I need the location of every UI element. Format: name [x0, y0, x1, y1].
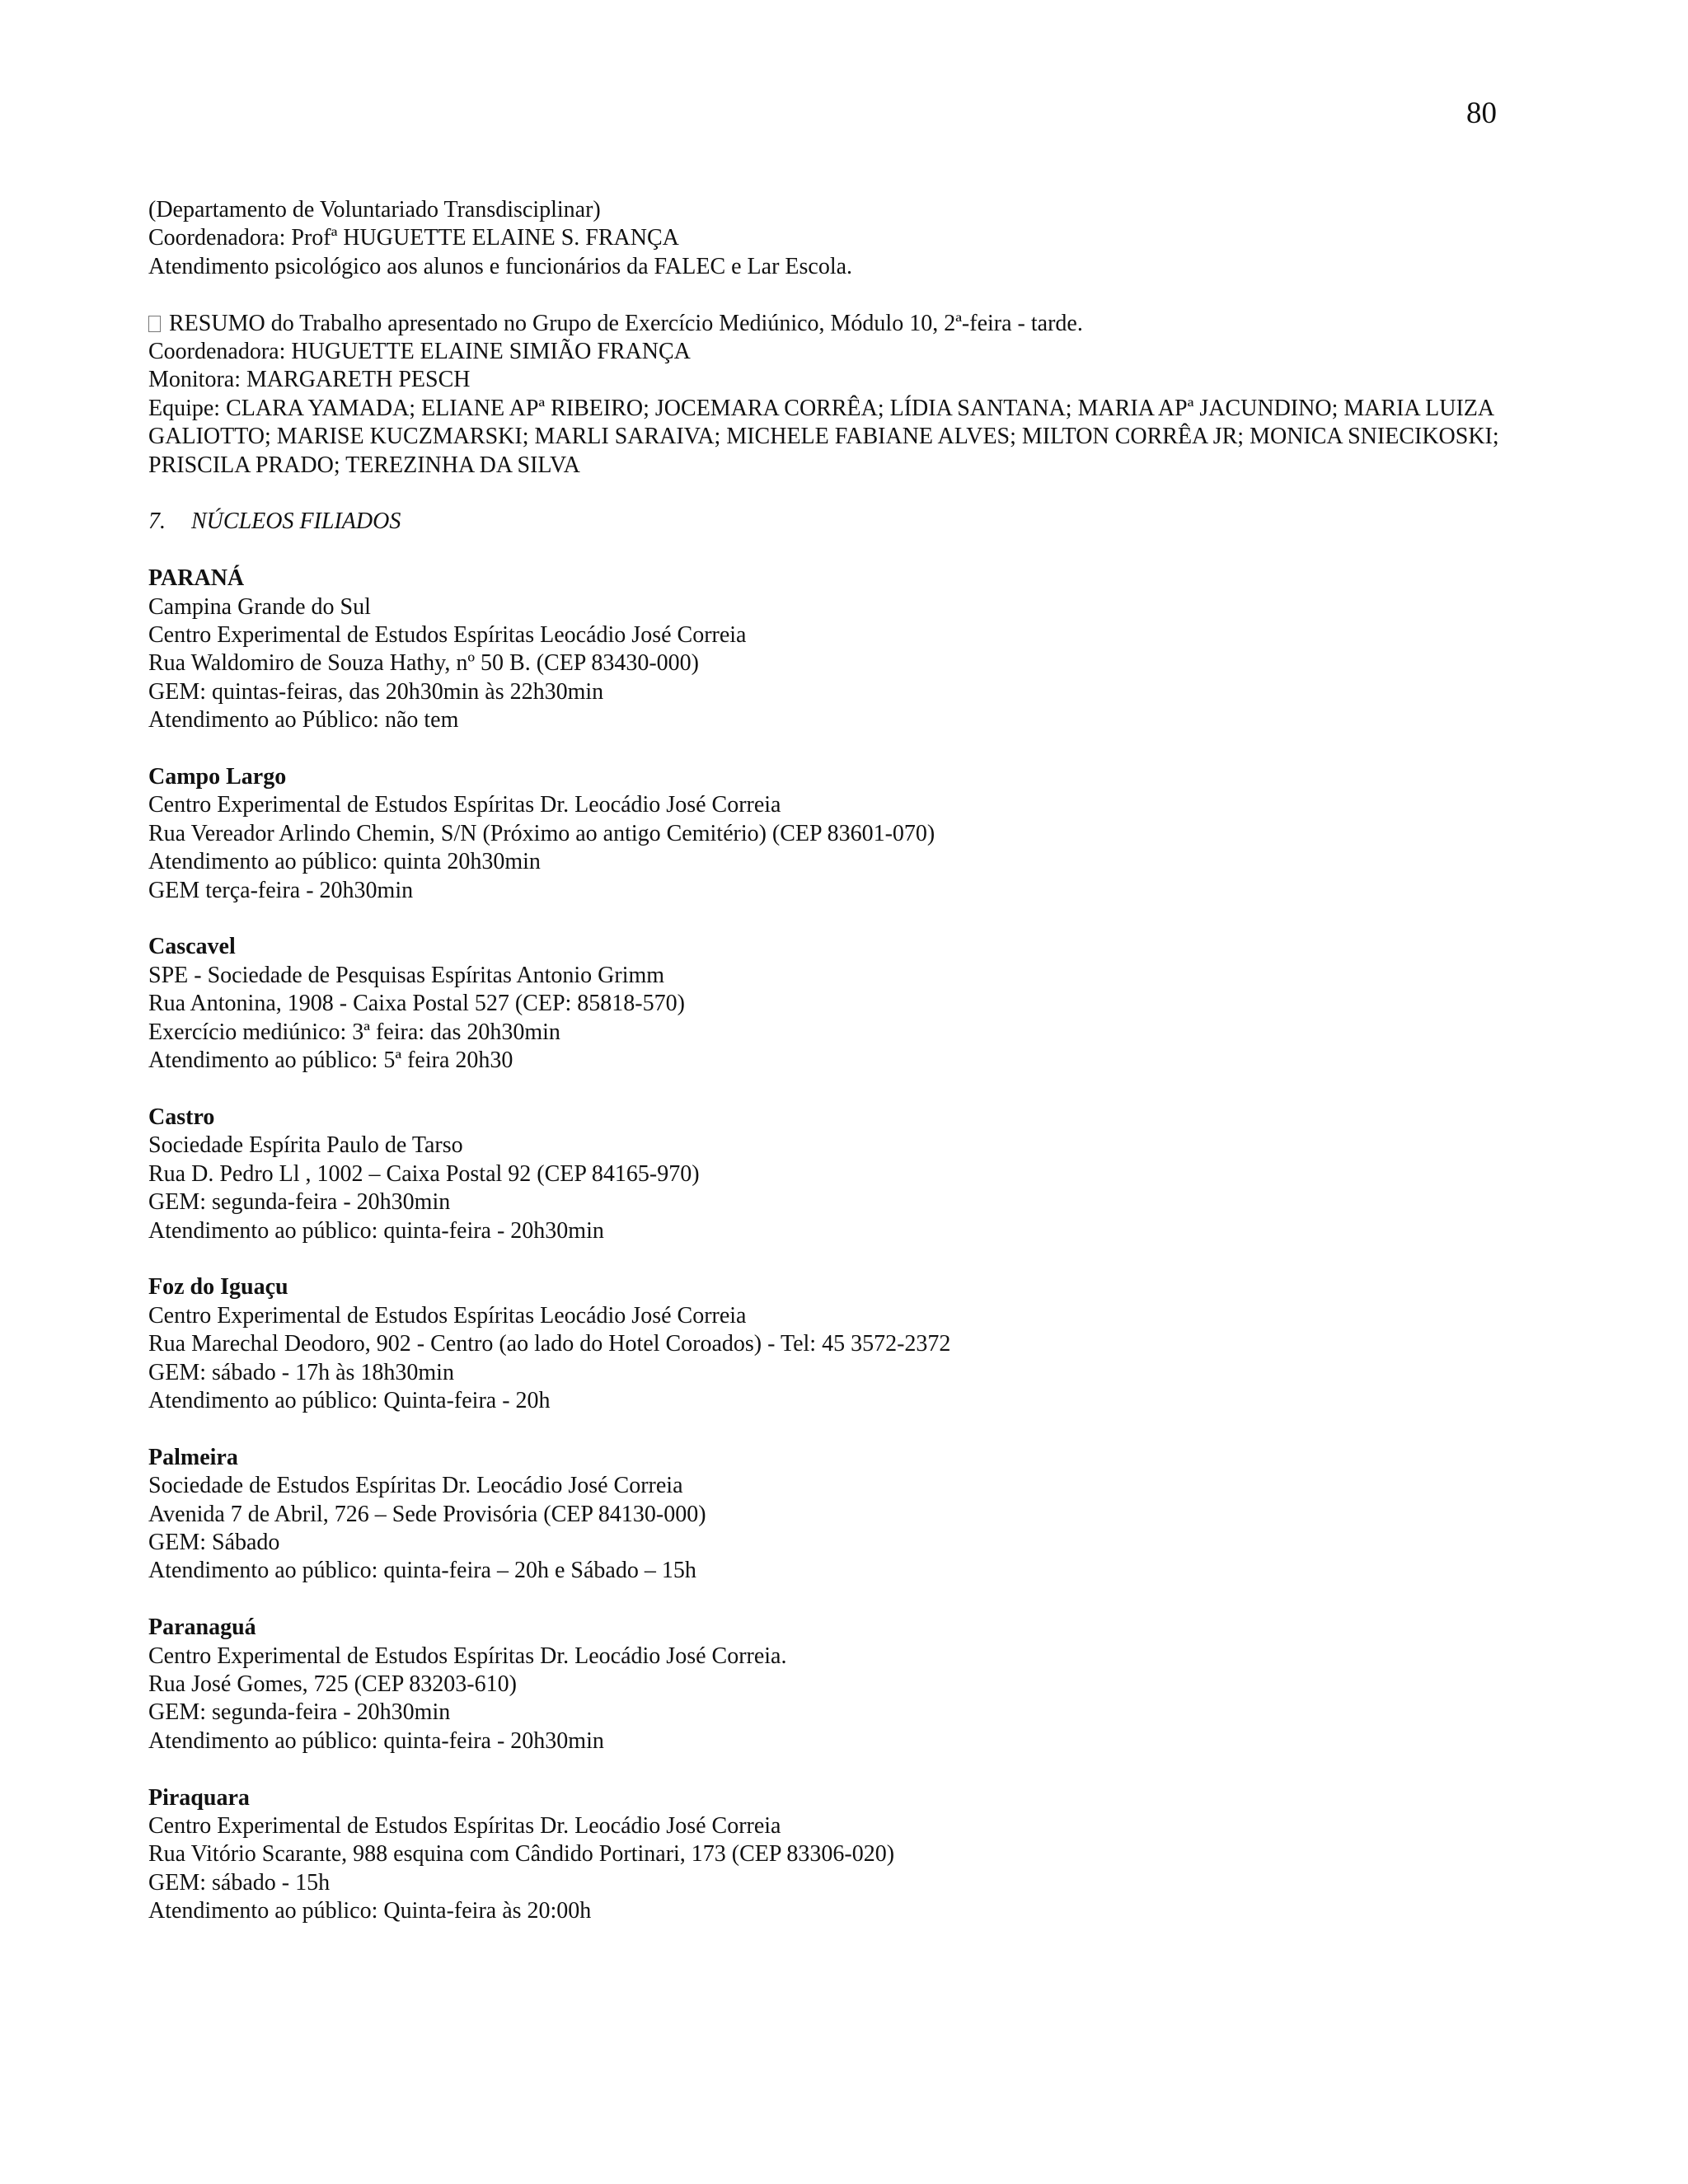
nucleus-city: Castro — [148, 1104, 215, 1130]
nucleus-entry — [148, 735, 1533, 905]
nuclei-list — [148, 593, 1533, 1926]
nucleus-entry — [148, 1415, 1533, 1585]
nucleus-detail-line: Centro Experimental de Estudos Espíritas Dr. Leocádio José Correia — [148, 792, 781, 818]
nucleus-detail-line: Avenida 7 de Abril, 726 – Sede Provisória (CEP 84130-000) — [148, 1501, 706, 1527]
nucleus-detail-line: Exercício mediúnico: 3ª feira: das 20h30min — [148, 1019, 560, 1045]
nucleus-detail-line: Centro Experimental de Estudos Espíritas Dr. Leocádio José Correia — [148, 1813, 781, 1839]
department-line: (Departamento de Voluntariado Transdisciplinar) — [148, 197, 601, 223]
nucleus-entry — [148, 1586, 1533, 1755]
nucleus-detail-line: Centro Experimental de Estudos Espíritas Leocádio José Correia — [148, 622, 747, 649]
nucleus-detail-line: Atendimento ao público: quinta 20h30min — [148, 849, 541, 875]
section-number: 7. — [148, 509, 166, 535]
nucleus-detail-line: Rua Marechal Deodoro, 902 - Centro (ao lado do Hotel Coroados) - Tel: 45 3572-2372 — [148, 1331, 951, 1357]
nucleus-city: Palmeira — [148, 1444, 238, 1470]
state-heading: PARANÁ — [148, 565, 245, 592]
nucleus-detail-line: Sociedade Espírita Paulo de Tarso — [148, 1132, 463, 1159]
checkbox-bullet-icon — [148, 316, 161, 332]
spacer — [148, 1586, 1533, 1614]
page-content — [148, 196, 1533, 1926]
nucleus-detail-line: GEM terça-feira - 20h30min — [148, 877, 414, 903]
nucleus-detail-line: GEM: segunda-feira - 20h30min — [148, 1189, 451, 1216]
spacer — [148, 905, 1533, 933]
nucleus-detail-line: Sociedade de Estudos Espíritas Dr. Leocádio José Correia — [148, 1473, 683, 1499]
nucleus-detail-line: Rua Vitório Scarante, 988 esquina com Cândido Portinari, 173 (CEP 83306-020) — [148, 1841, 895, 1868]
nucleus-city: Paranaguá — [148, 1615, 256, 1641]
nucleus-detail-line: Atendimento ao público: 5ª feira 20h30 — [148, 1047, 513, 1074]
nucleus-detail-line: Atendimento ao público: Quinta-feira às 20:00h — [148, 1898, 592, 1924]
coordinator-line: Coordenadora: Profª HUGUETTE ELAINE S. FRANÇA — [148, 225, 679, 251]
spacer — [148, 1755, 1533, 1783]
spacer — [148, 480, 1533, 508]
nucleus-detail-line: Centro Experimental de Estudos Espíritas Leocádio José Correia — [148, 1302, 747, 1329]
nucleus-detail-line: Atendimento ao Público: não tem — [148, 707, 459, 733]
summary-title: RESUMO do Trabalho apresentado no Grupo de Exercício Mediúnico, Módulo 10, 2ª-feira - tarde. — [169, 310, 1083, 336]
summary-title-line — [148, 310, 1533, 338]
section-title: NÚCLEOS FILIADOS — [191, 509, 401, 535]
nucleus-detail-line: GEM: segunda-feira - 20h30min — [148, 1699, 451, 1726]
spacer — [148, 537, 1533, 565]
nucleus-detail-line: GEM: sábado - 17h às 18h30min — [148, 1359, 454, 1385]
nucleus-detail-line: Centro Experimental de Estudos Espíritas Dr. Leocádio José Correia. — [148, 1643, 787, 1669]
nucleus-detail-line: Atendimento ao público: quinta-feira – 20h e Sábado – 15h — [148, 1558, 696, 1584]
nucleus-detail-line: GEM: quintas-feiras, das 20h30min às 22h30min — [148, 678, 604, 705]
nucleus-detail-line: Atendimento ao público: Quinta-feira - 20h — [148, 1387, 551, 1413]
service-line: Atendimento psicológico aos alunos e funcionários da FALEC e Lar Escola. — [148, 253, 853, 279]
nucleus-city: Foz do Iguaçu — [148, 1274, 288, 1301]
intro-block — [148, 196, 1533, 281]
nucleus-detail-line: Rua Vereador Arlindo Chemin, S/N (Próximo ao antigo Cemitério) (CEP 83601-070) — [148, 820, 935, 846]
nucleus-detail-line: GEM: sábado - 15h — [148, 1869, 331, 1896]
page-number: 80 — [1466, 96, 1497, 130]
spacer — [148, 281, 1533, 309]
nucleus-detail-line: Rua Antonina, 1908 - Caixa Postal 527 (CEP: 85818-570) — [148, 991, 685, 1017]
spacer — [148, 735, 1533, 763]
summary-coordinator: Coordenadora: HUGUETTE ELAINE SIMIÃO FRANÇA — [148, 339, 691, 365]
section-heading — [148, 508, 1533, 536]
nucleus-city: Campina Grande do Sul — [148, 593, 371, 620]
nucleus-detail-line: Atendimento ao público: quinta-feira - 20h30min — [148, 1727, 604, 1754]
nucleus-city: Cascavel — [148, 934, 236, 960]
nucleus-detail-line: Rua Waldomiro de Souza Hathy, nº 50 B. (CEP 83430-000) — [148, 650, 699, 677]
summary-team: Equipe: CLARA YAMADA; ELIANE APª RIBEIRO; JOCEMARA CORRÊA; LÍDIA SANTANA; MARIA APª JACUNDINO; MARIA LUIZA GALIOTTO; MARISE KUCZMARSKI; MARLI SARAIVA; MICHELE FABIANE ALVES; MILTON CORRÊA JR; MONICA SNIECIKOSKI; PRISCILA PRADO; TEREZINHA DA SILVA — [148, 395, 1499, 478]
spacer — [148, 1076, 1533, 1104]
nucleus-city: Campo Largo — [148, 764, 287, 790]
nucleus-detail-line: Rua D. Pedro Ll , 1002 – Caixa Postal 92 (CEP 84165-970) — [148, 1160, 700, 1187]
nucleus-detail-line: GEM: Sábado — [148, 1529, 280, 1555]
nucleus-entry — [148, 1755, 1533, 1925]
nucleus-entry — [148, 593, 1533, 735]
summary-monitor: Monitora: MARGARETH PESCH — [148, 367, 471, 393]
nucleus-entry — [148, 1076, 1533, 1245]
summary-block — [148, 310, 1533, 480]
spacer — [148, 1245, 1533, 1273]
nucleus-city: Piraquara — [148, 1784, 250, 1811]
spacer — [148, 1415, 1533, 1443]
nucleus-entry — [148, 905, 1533, 1075]
nucleus-detail-line: Rua José Gomes, 725 (CEP 83203-610) — [148, 1671, 517, 1697]
nucleus-entry — [148, 1245, 1533, 1415]
nucleus-detail-line: SPE - Sociedade de Pesquisas Espíritas Antonio Grimm — [148, 962, 665, 988]
nucleus-detail-line: Atendimento ao público: quinta-feira - 20h30min — [148, 1217, 604, 1244]
